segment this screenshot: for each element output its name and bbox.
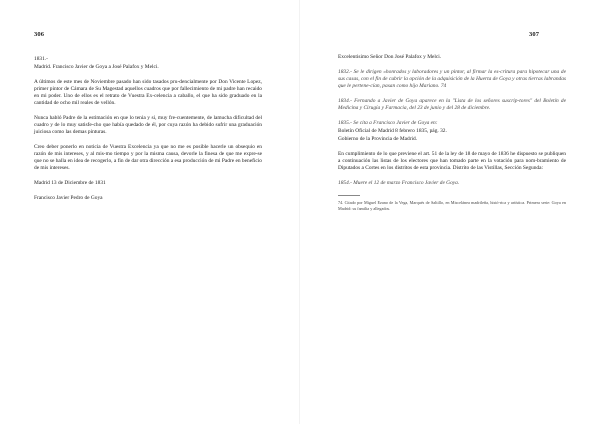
page-number: 307 <box>529 31 540 38</box>
footnote-rule <box>338 195 360 196</box>
right-text-column <box>338 48 566 215</box>
chronology-entry: 1835.- Se cita a Francisco Javier de Goya en: <box>338 120 438 126</box>
source-citation: Gobierno de la Provincia de Madrid. <box>338 136 418 142</box>
letter-addressee: Excelentisimo Señor Don José Palafox y Melci. <box>338 54 442 60</box>
body-paragraph: Nunca habló Padre de la estimación en que lo tenia y si, muy fre-cuentemente, de lamucha dificultad del cuadro y de lo muy satisfe-cho que había quedado de él, por cuya razón ha debido sufrir una graduación juiciosa como las demas pinturas. <box>34 115 262 135</box>
letter-heading: Madrid. Francisco Javier de Goya a José Palafox y Melci. <box>34 64 159 70</box>
chronology-entry: 1832.- Se le dirigen «honrados y laboradores y un pintor, al firmar la es-critura para hipotecar una de sus casas, con el fin de cubrir la opción de la adquisición de la Huerta de Goya y otras tierras labrandas que le pertene-cían, pasan como hijo Mariano. 74 <box>338 69 566 89</box>
source-citation: Boletín Oficial de Madrid 8 febrero 1835, pág. 32. <box>338 128 447 134</box>
page-number: 306 <box>34 31 45 38</box>
right-page <box>300 0 600 424</box>
chronology-entry: 1854.- Muere el 12 de marzo Francisco Javier de Goya. <box>338 180 460 186</box>
letter-date: Madrid 13 de Diciembre de 1831 <box>34 180 106 186</box>
left-text-column <box>34 56 262 210</box>
year-heading: 1831.- <box>34 56 48 62</box>
letter-signature: Francisco Javier Pedro de Goya <box>34 195 103 201</box>
footnote: 74. Citado por Miguel Ezano de la Vega, Marqués de Saltillo, en Miscelánea madrileña, histó-rica y artística. Primera serie: Goya en Madrid: su familia y allegados. <box>338 200 566 211</box>
body-paragraph: A últimos de este mes de Noviembre pasado han sido tasados pru-dencialmente por Don Vicente Lopez, primer pintor de Cámara de Su Magestad aquellos cuadros que por fallecimiento de mi padre han recaido en mi poder. Uno de ellos es el retrato de Vuestra Ex-celencia a caballo, el que ha sido graduado en la cantidad de ocho mil reales de vellón. <box>34 79 262 106</box>
body-paragraph: En cumplimiento de lo que previene el art. 51 de la ley de 18 de mayo de 1836 he dispuesto se publiquen a continuación las listas de los electores que han tomado parte en la votación para nom-bramiento de Diputados a Cortes en los distritos de esta provincia. Distrito de las Vistillas, Sección Segunda: <box>338 151 566 171</box>
body-paragraph: Creo deber ponerlo en noticia de Vuestra Excelencia ya que no me es posible hacerle un obsequio en razón de mis intereses, y al mis-mo tiempo y por la misma causa, devorle la finesa de que me expre-se que no se halla en idea de recogerlo, a fin de dar otra dirección a esa producción de mi Padre en beneficio de mis intereses. <box>34 144 262 171</box>
chronology-entry: 1834.- Fernando a Javier de Goya aparece en la "Lista de los señores suscrip-tores" del Boletín de Medicina y Cirugía y Farmacia, del 23 de junio y del 28 de diciembre. <box>338 98 566 111</box>
